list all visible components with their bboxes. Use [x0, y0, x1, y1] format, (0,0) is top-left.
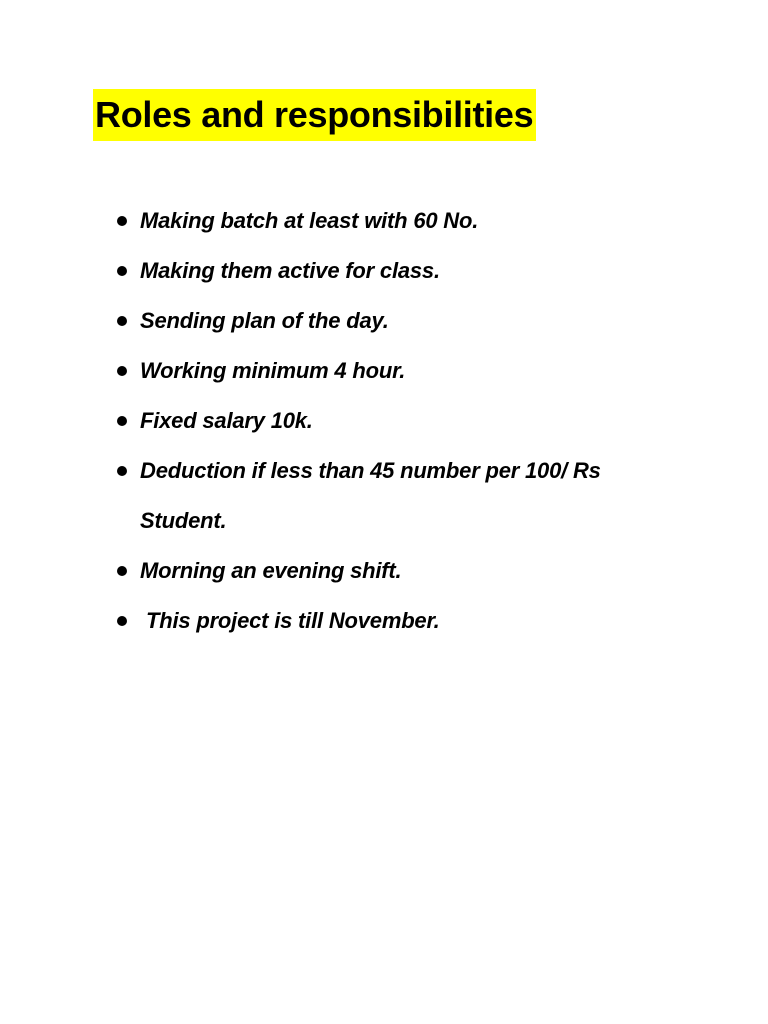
- bullet-icon: [117, 316, 127, 326]
- bullet-icon: [117, 416, 127, 426]
- bullet-icon: [117, 216, 127, 226]
- bullet-icon: [117, 466, 127, 476]
- list-item: [113, 246, 713, 296]
- bullet-icon: [117, 366, 127, 376]
- list-item: [113, 346, 713, 396]
- page-title: Roles and responsibilities: [93, 89, 536, 141]
- list-item: [113, 546, 713, 596]
- list-item-text: Morning an evening shift.: [140, 558, 402, 583]
- list-item: [113, 596, 713, 646]
- list-item-text: Sending plan of the day.: [140, 308, 389, 333]
- list-item: [113, 396, 713, 446]
- bullet-icon: [117, 616, 127, 626]
- bullet-icon: [117, 566, 127, 576]
- list-item-text: Deduction if less than 45 number per 100/ Rs Student.: [140, 458, 601, 533]
- list-item-text: Making batch at least with 60 No.: [140, 208, 479, 233]
- list-item: [113, 196, 713, 246]
- list-item-text: Fixed salary 10k.: [140, 408, 313, 433]
- list-item-text: Making them active for class.: [140, 258, 440, 283]
- list-item: [113, 296, 713, 346]
- bullet-icon: [117, 266, 127, 276]
- list-item: [113, 446, 680, 546]
- list-item-text: This project is till November.: [146, 608, 440, 633]
- list-item-text: Working minimum 4 hour.: [140, 358, 406, 383]
- responsibilities-list: [113, 196, 713, 646]
